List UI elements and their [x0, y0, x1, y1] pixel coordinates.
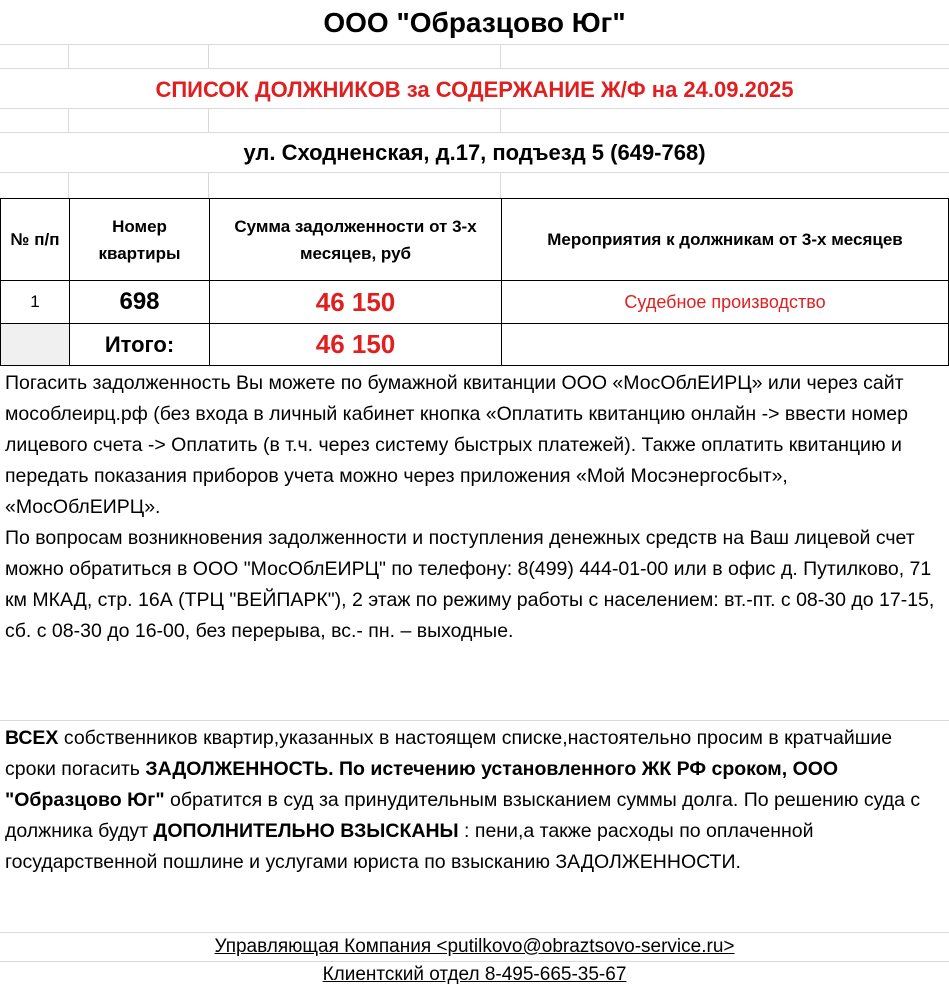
row-index: 1	[1, 281, 70, 324]
gridline	[68, 108, 69, 132]
row-measure: Судебное производство	[502, 281, 949, 324]
total-blank-cell	[1, 324, 70, 366]
client-dept-contact: Клиентский отдел 8-495-665-35-67	[322, 964, 627, 985]
gridline	[0, 44, 949, 45]
notice-part2: обратится в суд за принудительным взысканием суммы долга. По решению суда с должника будут	[5, 789, 921, 842]
notice-all: ВСЕХ	[5, 727, 59, 749]
table-row	[1, 281, 949, 324]
notice-part1: собственников квартир,указанных в настоящем списке,настоятельно просим в кратчайшие сроки погасить	[5, 727, 893, 780]
gridline	[68, 172, 69, 198]
address: ул. Сходненская, д.17, подъезд 5 (649-768)	[243, 140, 706, 165]
notice-bold-clause: По истечению установленного ЖК РФ сроком, ООО "Образцово Юг"	[5, 758, 839, 811]
payment-info-paragraph: Погасить задолженность Вы можете по бумажной квитанции ООО «МосОблЕИРЦ» или через сайт мособлеирц.рф (без входа в личный кабинет кнопка «Оплатить квитанцию онлайн -> ввести номер лицевого счета -> Оплатить (в т.ч. через систему быстрых платежей). Также оплатить квитанцию и передать показания приборов учета можно через приложения «Мой Мосэнергосбыт», «МосОблЕИРЦ».	[5, 372, 908, 518]
debt-notice-paragraph	[5, 723, 943, 878]
row-amount: 46 150	[210, 281, 502, 324]
gridline	[68, 44, 69, 68]
gridline	[208, 44, 209, 68]
total-label: Итого:	[70, 324, 210, 366]
header-index: № п/п	[1, 199, 70, 281]
gridline	[0, 720, 949, 721]
header-measures: Мероприятия к должникам от 3-х месяцев	[502, 199, 949, 281]
header-amount: Сумма задолженности от 3-х месяцев, руб	[210, 199, 502, 281]
gridline	[500, 44, 501, 68]
total-amount: 46 150	[210, 324, 502, 366]
contact-info-paragraph: По вопросам возникновения задолженности и поступления денежных средств на Ваш лицевой счет можно обратиться в ООО "МосОблЕИРЦ" по телефону: 8(499) 444-01-00 или в офис д. Путилково, 71 км МКАД, стр. 16А (ТРЦ "ВЕЙПАРК"), 2 этаж по режиму работы с населением: вт.-пт. с 08-30 до 17-15, сб. с 08-30 до 16-00, без перерыва, вс.- пн. – выходные.	[5, 527, 935, 642]
gridline	[0, 961, 949, 962]
management-contact: Управляющая Компания <putilkovo@obraztsovo-service.ru>	[214, 936, 735, 957]
gridline	[0, 68, 949, 69]
gridline	[500, 172, 501, 198]
gridline	[0, 172, 949, 173]
gridline	[0, 932, 949, 933]
table-header-row	[1, 199, 949, 281]
gridline	[0, 108, 949, 109]
notice-debt: ЗАДОЛЖЕННОСТЬ.	[145, 758, 334, 780]
gridline	[208, 172, 209, 198]
debtors-table	[0, 198, 949, 366]
company-title: ООО "Образцово Юг"	[323, 7, 626, 38]
notice-part3: : пени,а также расходы по оплаченной государственной пошлине и услугами юриста по взысканию ЗАДОЛЖЕННОСТИ.	[5, 820, 814, 873]
gridline	[208, 108, 209, 132]
total-empty-cell	[502, 324, 949, 366]
row-apartment: 698	[70, 281, 210, 324]
header-apartment: Номер квартиры	[70, 199, 210, 281]
gridline	[0, 132, 949, 133]
notice-additionally: ДОПОЛНИТЕЛЬНО ВЗЫСКАНЫ	[153, 820, 459, 842]
gridline	[500, 108, 501, 132]
total-row	[1, 324, 949, 366]
document-title: СПИСОК ДОЛЖНИКОВ за СОДЕРЖАНИЕ Ж/Ф на 24.09.2025	[155, 77, 794, 102]
